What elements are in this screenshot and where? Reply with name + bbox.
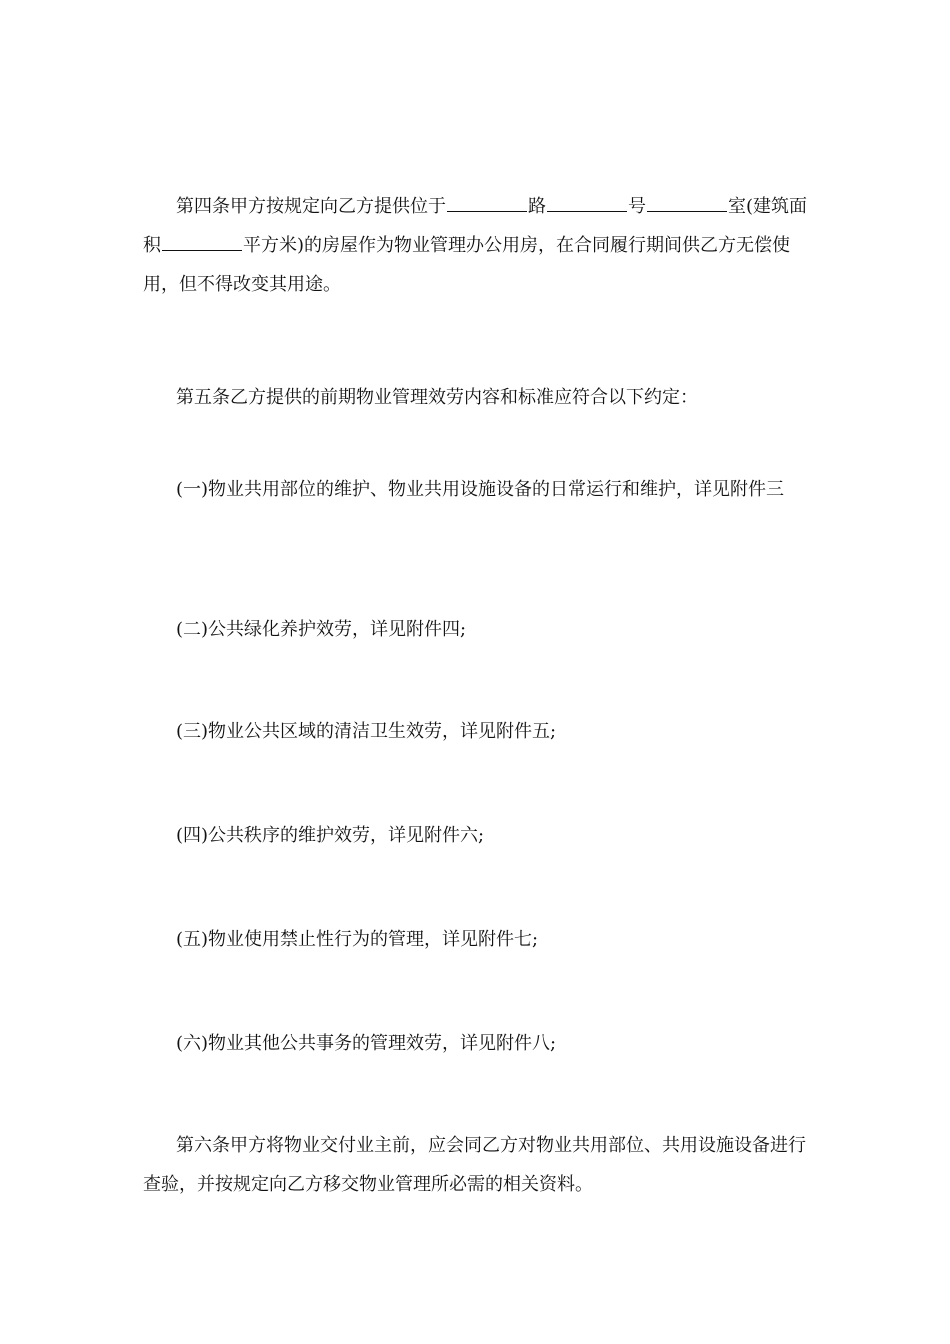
list-item-3: (三)物业公共区域的清洁卫生效劳，详见附件五; <box>176 721 557 742</box>
list-item-1: (一)物业共用部位的维护、物业共用设施设备的日常运行和维护，详见附件三 <box>176 479 785 500</box>
article-5-paragraph: 第五条乙方提供的前期物业管理效劳内容和标准应符合以下约定： <box>176 387 698 408</box>
article-6-paragraph: 第六条甲方将物业交付业主前，应会同乙方对物业共用部位、共用设施设备进行查验，并按规定向乙方移交物业管理所必需的相关资料。 <box>143 1135 806 1195</box>
list-item-6: (六)物业其他公共事务的管理效劳，详见附件八; <box>176 1033 557 1054</box>
article-4-text-1: 第四条甲方按规定向乙方提供位于 <box>176 196 446 217</box>
article-4-text-3: 号 <box>628 196 646 217</box>
blank-number <box>547 210 627 212</box>
list-item-2: (二)公共绿化养护效劳，详见附件四; <box>176 619 467 640</box>
article-4-text-5: 平方米)的房屋作为物业管理办公用房，在合同履行期间供乙方无偿使用，但不得改变其用途。 <box>143 235 791 295</box>
blank-area <box>162 249 242 251</box>
list-item-5: (五)物业使用禁止性行为的管理，详见附件七; <box>176 929 539 950</box>
list-item-4: (四)公共秩序的维护效劳，详见附件六; <box>176 825 485 846</box>
article-4-text-4: 室(建筑面积 <box>143 196 808 256</box>
article-4-text-2: 路 <box>528 196 546 217</box>
blank-room <box>647 210 727 212</box>
blank-road <box>447 210 527 212</box>
article-4-paragraph <box>143 187 813 304</box>
